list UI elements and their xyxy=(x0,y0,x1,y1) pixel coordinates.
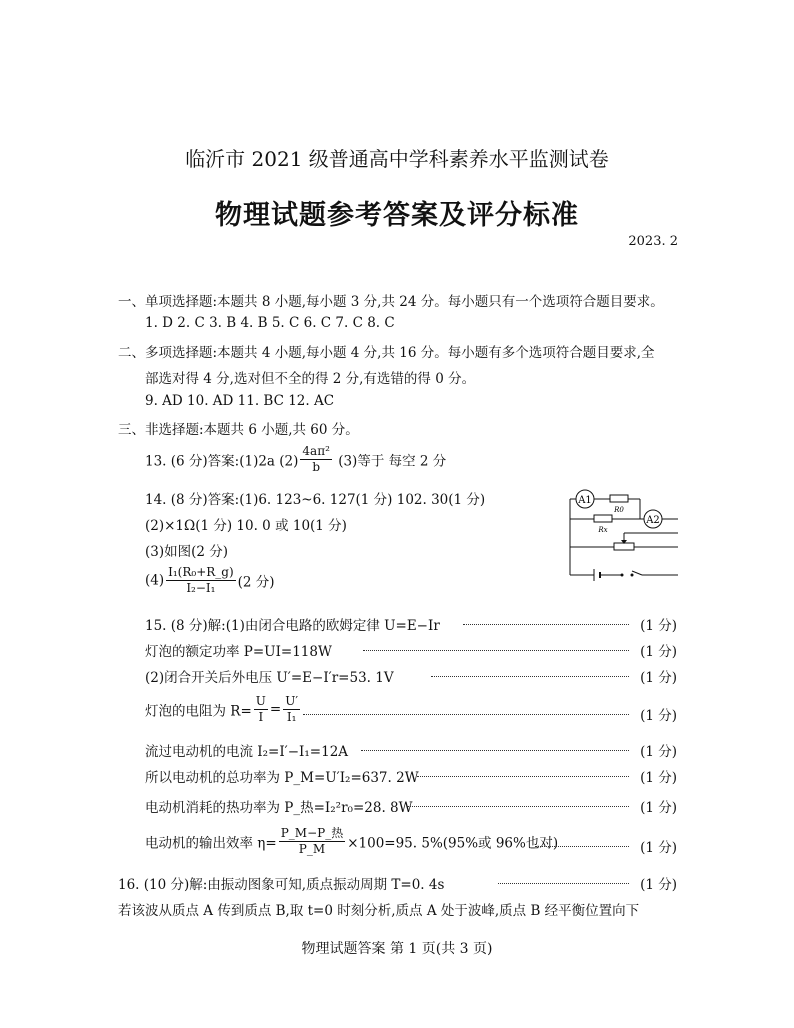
q16-line2: 若该波从质点 A 传到质点 B,取 t=0 时刻分析,质点 A 处于波峰,质点 B 经平衡位置向下 xyxy=(118,903,640,919)
ammeter-a1-label: A1 xyxy=(578,495,592,506)
q15-frac2-den: I₁ xyxy=(286,710,297,724)
q13-prefix: 13. (6 分)答案:(1)2a (2) xyxy=(145,453,299,470)
score: (1 分) xyxy=(640,644,677,660)
q15-frac3 xyxy=(279,826,346,857)
ammeter-a1-icon xyxy=(576,490,594,508)
dot-leader xyxy=(498,883,629,884)
q15-line6 xyxy=(145,766,677,786)
dot-leader xyxy=(361,750,629,751)
section2-heading-line1: 二、多项选择题:本题共 4 小题,每小题 4 分,共 16 分。每小题有多个选项符合题目要求,全 xyxy=(118,345,655,361)
score: (1 分) xyxy=(640,800,677,816)
q15-line2-text: 灯泡的额定功率 P=UI=118W xyxy=(145,644,332,660)
section2-answers: 9. AD 10. AD 11. BC 12. AC xyxy=(145,393,335,409)
q15-line4-text xyxy=(145,694,302,725)
score: (1 分) xyxy=(640,744,677,760)
exam-date: 2023. 2 xyxy=(628,234,678,249)
battery-icon xyxy=(594,569,600,581)
q15-frac1-num: U xyxy=(255,694,266,708)
q15-frac2 xyxy=(283,694,300,725)
q15-line8-prefix: 电动机的输出效率 η= xyxy=(145,835,277,852)
dot-leader xyxy=(303,714,629,715)
q14-line4-suffix: (2 分) xyxy=(237,574,275,591)
q13-fraction xyxy=(300,444,332,475)
q14-line4-prefix: (4) xyxy=(145,572,165,589)
q15-line3-text: (2)闭合开关后外电压 U′=E−I′r=53. 1V xyxy=(145,670,394,686)
ammeter-a2-label: A2 xyxy=(646,515,660,526)
q15-line8-text xyxy=(145,826,558,857)
q15-line8 xyxy=(145,826,677,856)
resistor-rx-label: Rx xyxy=(598,526,608,534)
resistor-r0-label: R0 xyxy=(614,506,624,514)
section1-heading: 一、单项选择题:本题共 8 小题,每小题 3 分,共 24 分。每小题只有一个选项符合题目要求。 xyxy=(118,294,664,310)
exam-subtitle: 临沂市 2021 级普通高中学科素养水平监测试卷 xyxy=(185,147,609,171)
section3-heading: 三、非选择题:本题共 6 小题,共 60 分。 xyxy=(118,422,359,438)
q14-line2: (2)×1Ω(1 分) 10. 0 或 10(1 分) xyxy=(145,518,347,534)
q15-line3 xyxy=(145,666,677,686)
page-footer: 物理试题答案 第 1 页(共 3 页) xyxy=(301,941,493,957)
rheostat-icon xyxy=(614,540,634,550)
score: (1 分) xyxy=(640,708,677,724)
q15-line4-prefix: 灯泡的电阻为 R= xyxy=(145,703,252,720)
q15-line2 xyxy=(145,640,677,660)
q15-frac2-num: U′ xyxy=(285,694,299,708)
resistor-r0-icon xyxy=(610,495,628,514)
q13-frac-den: b xyxy=(312,460,320,474)
score: (1 分) xyxy=(640,840,677,856)
resistor-rx-icon xyxy=(594,515,612,534)
dot-leader xyxy=(407,806,629,807)
ammeter-a2-icon xyxy=(644,510,662,528)
q14-line3: (3)如图(2 分) xyxy=(145,544,229,560)
dot-leader xyxy=(463,624,629,625)
circuit-diagram xyxy=(560,485,684,585)
dot-leader xyxy=(363,650,629,651)
dot-leader xyxy=(431,676,629,677)
q15-line6-text: 所以电动机的总功率为 P_M=U′I₂=637. 2W xyxy=(145,770,419,786)
score: (1 分) xyxy=(640,670,677,686)
q14-line4 xyxy=(145,565,275,596)
page-title: 物理试题参考答案及评分标准 xyxy=(215,200,579,231)
section1-answers: 1. D 2. C 3. B 4. B 5. C 6. C 7. C 8. C xyxy=(145,315,395,331)
score: (1 分) xyxy=(640,770,677,786)
q15-line7 xyxy=(145,796,677,816)
score: (1 分) xyxy=(640,877,677,893)
q16-line1 xyxy=(118,873,677,893)
q15-line1-text: 15. (8 分)解:(1)由闭合电路的欧姆定律 U=E−Ir xyxy=(145,618,440,634)
dot-leader xyxy=(535,846,629,847)
q15-line4-eq: = xyxy=(269,701,282,718)
q15-line5-text: 流过电动机的电流 I₂=I′−I₁=12A xyxy=(145,744,349,760)
q13-answer xyxy=(145,444,446,475)
q14-fraction xyxy=(166,565,236,596)
q16-line1-text: 16. (10 分)解:由振动图象可知,质点振动周期 T=0. 4s xyxy=(118,877,445,893)
q15-line8-suffix: ×100=95. 5%(95%或 96%也对) xyxy=(347,835,559,852)
q15-frac3-num: P_M−P_热 xyxy=(280,826,344,840)
q13-suffix: (3)等于 每空 2 分 xyxy=(333,453,447,470)
q14-frac-den: I₂−I₁ xyxy=(186,581,216,595)
q15-line5 xyxy=(145,740,677,760)
q13-frac-num: 4aπ² xyxy=(302,444,330,458)
q14-line1: 14. (8 分)答案:(1)6. 123~6. 127(1 分) 102. 30(1 分) xyxy=(145,492,486,508)
q14-frac-num: I₁(R₀+R_g) xyxy=(168,565,234,579)
section2-heading-line2: 部选对得 4 分,选对但不全的得 2 分,有选错的得 0 分。 xyxy=(145,371,476,387)
q15-frac1-den: I xyxy=(258,710,264,724)
q15-line7-text: 电动机消耗的热功率为 P_热=I₂²r₀=28. 8W xyxy=(145,800,413,816)
q15-frac3-den: P_M xyxy=(298,842,326,856)
q15-line4 xyxy=(145,694,677,724)
dot-leader xyxy=(417,776,629,777)
q15-frac1 xyxy=(254,694,268,725)
switch-icon xyxy=(621,574,634,577)
score: (1 分) xyxy=(640,618,677,634)
q15-line1 xyxy=(145,614,677,634)
